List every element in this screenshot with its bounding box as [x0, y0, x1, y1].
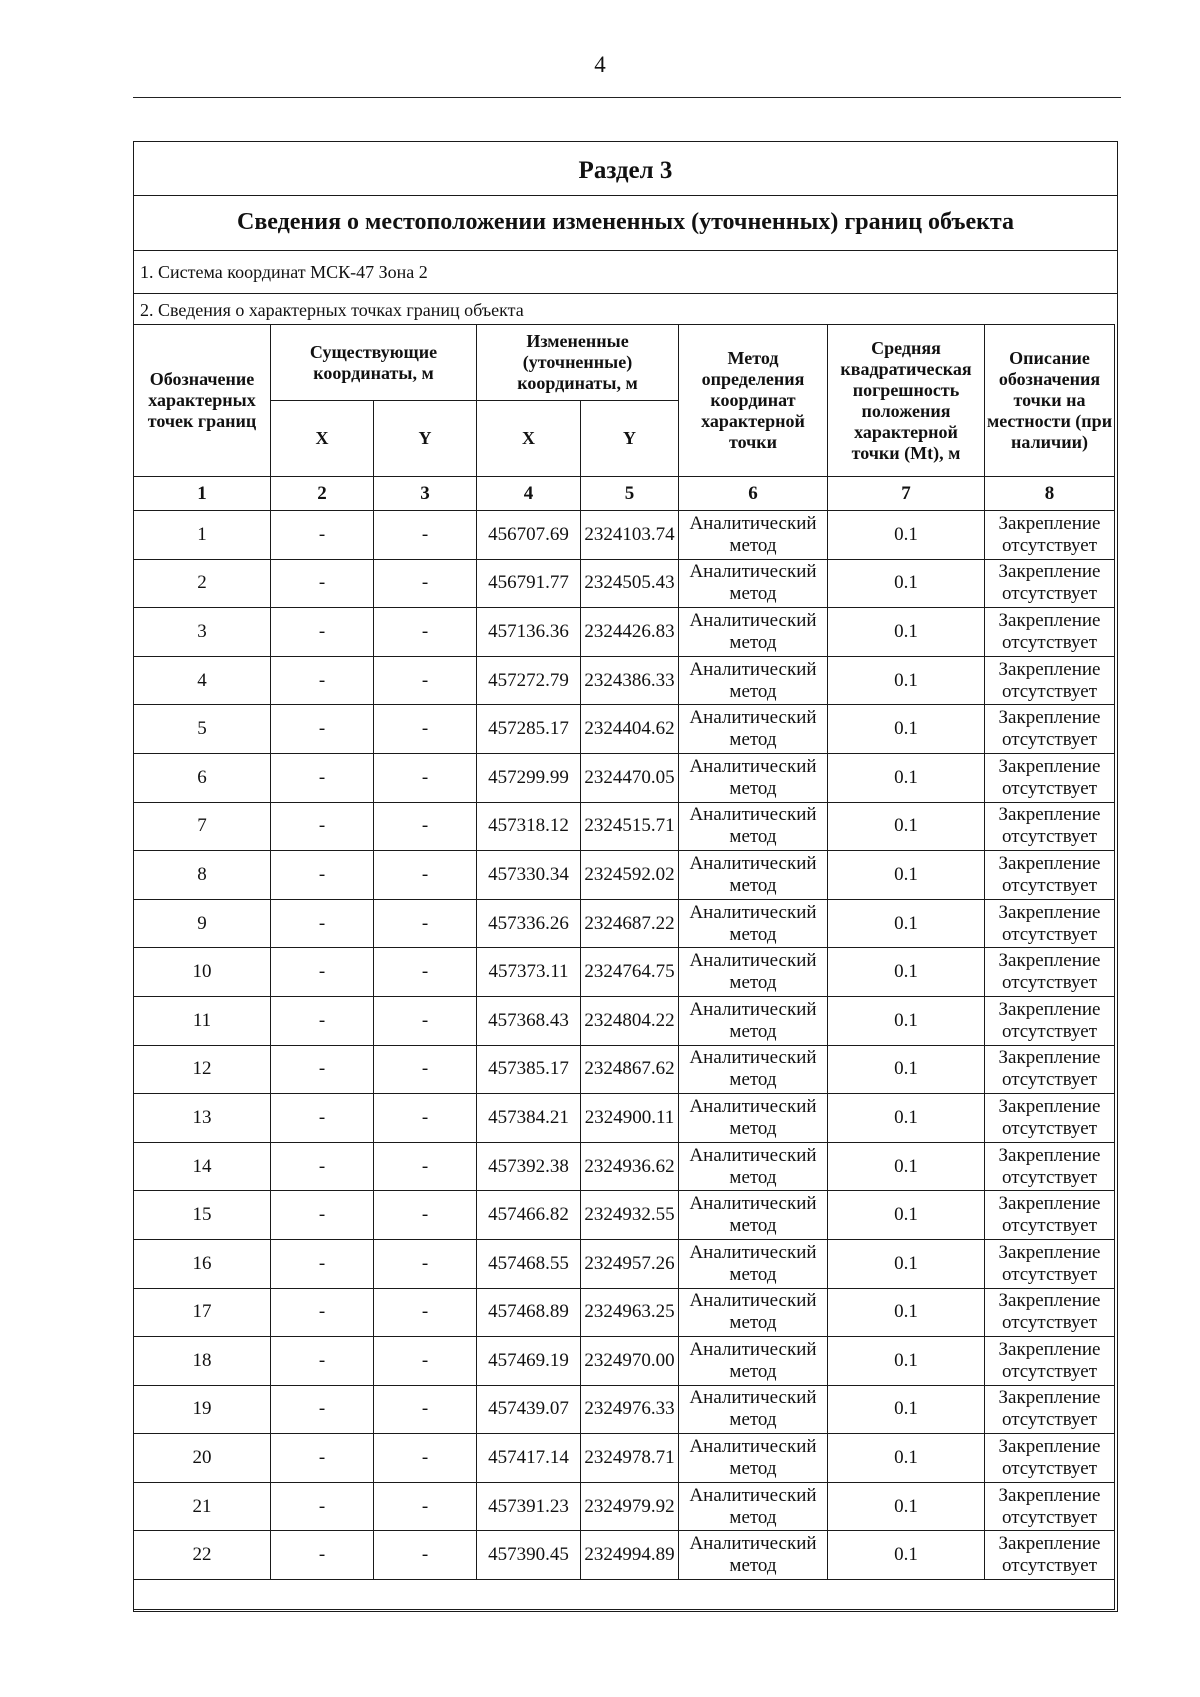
cell-point-number: 20: [134, 1434, 271, 1483]
cell-description: Закрепление отсутствует: [985, 1288, 1115, 1337]
cell-point-number: 15: [134, 1191, 271, 1240]
empty-cell: [134, 1580, 1115, 1610]
column-number: 5: [581, 477, 679, 511]
table-row: [134, 1288, 1115, 1337]
table-row: [134, 1531, 1115, 1580]
cell-changed-x: 457136.36: [477, 608, 581, 657]
cell-error: 0.1: [828, 996, 985, 1045]
cell-point-number: 6: [134, 753, 271, 802]
cell-existing-y: -: [374, 996, 477, 1045]
cell-changed-x: 457392.38: [477, 1142, 581, 1191]
cell-method: Аналитический метод: [679, 511, 828, 560]
cell-existing-y: -: [374, 705, 477, 754]
cell-changed-x: 457373.11: [477, 948, 581, 997]
cell-changed-y: 2324976.33: [581, 1385, 679, 1434]
cell-changed-y: 2324470.05: [581, 753, 679, 802]
table-row: [134, 753, 1115, 802]
cell-point-number: 2: [134, 559, 271, 608]
cell-changed-x: 457417.14: [477, 1434, 581, 1483]
cell-method: Аналитический метод: [679, 656, 828, 705]
cell-point-number: 5: [134, 705, 271, 754]
cell-changed-y: 2324994.89: [581, 1531, 679, 1580]
cell-description: Закрепление отсутствует: [985, 1142, 1115, 1191]
cell-existing-y: -: [374, 1385, 477, 1434]
cell-point-number: 19: [134, 1385, 271, 1434]
cell-point-number: 18: [134, 1337, 271, 1386]
cell-changed-y: 2324936.62: [581, 1142, 679, 1191]
table-row: [134, 656, 1115, 705]
cell-method: Аналитический метод: [679, 948, 828, 997]
cell-existing-y: -: [374, 1337, 477, 1386]
cell-changed-y: 2324979.92: [581, 1482, 679, 1531]
section-frame: [133, 141, 1118, 1612]
cell-method: Аналитический метод: [679, 1094, 828, 1143]
cell-description: Закрепление отсутствует: [985, 608, 1115, 657]
cell-description: Закрепление отсутствует: [985, 1045, 1115, 1094]
cell-method: Аналитический метод: [679, 559, 828, 608]
cell-existing-x: -: [271, 1434, 374, 1483]
column-number: 1: [134, 477, 271, 511]
cell-changed-x: 457468.55: [477, 1239, 581, 1288]
cell-error: 0.1: [828, 1094, 985, 1143]
cell-description: Закрепление отсутствует: [985, 753, 1115, 802]
cell-error: 0.1: [828, 608, 985, 657]
table-row: [134, 559, 1115, 608]
cell-error: 0.1: [828, 559, 985, 608]
cell-description: Закрепление отсутствует: [985, 559, 1115, 608]
column-number: 3: [374, 477, 477, 511]
cell-changed-x: 457385.17: [477, 1045, 581, 1094]
cell-method: Аналитический метод: [679, 1142, 828, 1191]
column-number: 4: [477, 477, 581, 511]
cell-description: Закрепление отсутствует: [985, 996, 1115, 1045]
section-title: Раздел 3: [134, 142, 1117, 196]
table-row: [134, 1094, 1115, 1143]
cell-existing-x: -: [271, 1385, 374, 1434]
cell-changed-x: 457368.43: [477, 996, 581, 1045]
cell-error: 0.1: [828, 705, 985, 754]
cell-existing-x: -: [271, 608, 374, 657]
cell-point-number: 9: [134, 899, 271, 948]
cell-description: Закрепление отсутствует: [985, 1482, 1115, 1531]
cell-method: Аналитический метод: [679, 1385, 828, 1434]
cell-existing-y: -: [374, 1045, 477, 1094]
cell-point-number: 7: [134, 802, 271, 851]
cell-description: Закрепление отсутствует: [985, 948, 1115, 997]
cell-existing-y: -: [374, 753, 477, 802]
cell-changed-x: 457468.89: [477, 1288, 581, 1337]
cell-method: Аналитический метод: [679, 1434, 828, 1483]
cell-description: Закрепление отсутствует: [985, 1239, 1115, 1288]
cell-description: Закрепление отсутствует: [985, 802, 1115, 851]
cell-description: Закрепление отсутствует: [985, 511, 1115, 560]
cell-existing-x: -: [271, 656, 374, 705]
cell-existing-x: -: [271, 705, 374, 754]
cell-existing-y: -: [374, 899, 477, 948]
column-number: 7: [828, 477, 985, 511]
cell-description: Закрепление отсутствует: [985, 1434, 1115, 1483]
cell-changed-y: 2324103.74: [581, 511, 679, 560]
cell-method: Аналитический метод: [679, 996, 828, 1045]
cell-existing-x: -: [271, 1288, 374, 1337]
cell-error: 0.1: [828, 1239, 985, 1288]
cell-description: Закрепление отсутствует: [985, 851, 1115, 900]
cell-changed-x: 457299.99: [477, 753, 581, 802]
cell-changed-y: 2324404.62: [581, 705, 679, 754]
cell-existing-y: -: [374, 1482, 477, 1531]
cell-description: Закрепление отсутствует: [985, 899, 1115, 948]
cell-changed-x: 457469.19: [477, 1337, 581, 1386]
cell-existing-x: -: [271, 1142, 374, 1191]
header-row-1: [134, 325, 1115, 401]
cell-changed-y: 2324426.83: [581, 608, 679, 657]
header-changed-coords: Измененные (уточненные) координаты, м: [477, 325, 679, 401]
cell-changed-y: 2324687.22: [581, 899, 679, 948]
cell-point-number: 8: [134, 851, 271, 900]
cell-existing-y: -: [374, 851, 477, 900]
cell-changed-x: 457336.26: [477, 899, 581, 948]
table-row: [134, 1434, 1115, 1483]
cell-existing-y: -: [374, 1434, 477, 1483]
cell-existing-y: -: [374, 1142, 477, 1191]
cell-existing-x: -: [271, 1045, 374, 1094]
cell-existing-x: -: [271, 948, 374, 997]
table-row: [134, 1191, 1115, 1240]
cell-description: Закрепление отсутствует: [985, 1191, 1115, 1240]
cell-changed-x: 456707.69: [477, 511, 581, 560]
cell-changed-y: 2324386.33: [581, 656, 679, 705]
column-number: 8: [985, 477, 1115, 511]
cell-method: Аналитический метод: [679, 851, 828, 900]
table-row: [134, 1045, 1115, 1094]
cell-existing-y: -: [374, 511, 477, 560]
cell-method: Аналитический метод: [679, 1337, 828, 1386]
cell-existing-y: -: [374, 1191, 477, 1240]
cell-point-number: 10: [134, 948, 271, 997]
cell-point-number: 13: [134, 1094, 271, 1143]
cell-error: 0.1: [828, 851, 985, 900]
cell-method: Аналитический метод: [679, 705, 828, 754]
cell-method: Аналитический метод: [679, 1482, 828, 1531]
cell-point-number: 4: [134, 656, 271, 705]
coordinate-system-line: 1. Система координат МСК-47 Зона 2: [134, 251, 1117, 294]
cell-existing-x: -: [271, 802, 374, 851]
table-row: [134, 511, 1115, 560]
cell-changed-y: 2324900.11: [581, 1094, 679, 1143]
table-body: [134, 511, 1115, 1610]
cell-method: Аналитический метод: [679, 753, 828, 802]
cell-existing-x: -: [271, 851, 374, 900]
table-row: [134, 1482, 1115, 1531]
table-row: [134, 608, 1115, 657]
table-row: [134, 1337, 1115, 1386]
cell-existing-x: -: [271, 511, 374, 560]
cell-changed-x: 457384.21: [477, 1094, 581, 1143]
cell-changed-x: 457390.45: [477, 1531, 581, 1580]
cell-existing-y: -: [374, 608, 477, 657]
cell-changed-x: 457318.12: [477, 802, 581, 851]
cell-description: Закрепление отсутствует: [985, 705, 1115, 754]
cell-changed-x: 457466.82: [477, 1191, 581, 1240]
cell-point-number: 17: [134, 1288, 271, 1337]
header-changed-x: X: [477, 401, 581, 477]
table-end-row: [134, 1580, 1115, 1610]
table-row: [134, 802, 1115, 851]
cell-existing-y: -: [374, 802, 477, 851]
cell-changed-x: 457330.34: [477, 851, 581, 900]
cell-changed-y: 2324957.26: [581, 1239, 679, 1288]
header-designation: Обозначение характерных точек границ: [134, 325, 271, 477]
cell-existing-x: -: [271, 1239, 374, 1288]
header-existing-y: Y: [374, 401, 477, 477]
cell-error: 0.1: [828, 1045, 985, 1094]
cell-changed-y: 2324804.22: [581, 996, 679, 1045]
cell-error: 0.1: [828, 802, 985, 851]
cell-method: Аналитический метод: [679, 608, 828, 657]
cell-method: Аналитический метод: [679, 1288, 828, 1337]
table-row: [134, 1142, 1115, 1191]
cell-method: Аналитический метод: [679, 1191, 828, 1240]
cell-error: 0.1: [828, 948, 985, 997]
boundary-points-line: 2. Сведения о характерных точках границ объекта: [140, 300, 524, 320]
cell-error: 0.1: [828, 1385, 985, 1434]
cell-changed-x: 457272.79: [477, 656, 581, 705]
column-number: 2: [271, 477, 374, 511]
table-row: [134, 1385, 1115, 1434]
cell-method: Аналитический метод: [679, 802, 828, 851]
cell-existing-x: -: [271, 1094, 374, 1143]
header-rule: [133, 97, 1121, 98]
cell-point-number: 14: [134, 1142, 271, 1191]
cell-point-number: 22: [134, 1531, 271, 1580]
cell-changed-y: 2324764.75: [581, 948, 679, 997]
cell-method: Аналитический метод: [679, 1045, 828, 1094]
cell-existing-x: -: [271, 996, 374, 1045]
cell-error: 0.1: [828, 753, 985, 802]
boundary-points-table: [133, 324, 1115, 1610]
header-description: Описание обозначения точки на местности (при наличии): [985, 325, 1115, 477]
cell-error: 0.1: [828, 1191, 985, 1240]
cell-existing-x: -: [271, 753, 374, 802]
cell-changed-x: 457439.07: [477, 1385, 581, 1434]
cell-method: Аналитический метод: [679, 1531, 828, 1580]
header-existing-x: X: [271, 401, 374, 477]
cell-changed-y: 2324515.71: [581, 802, 679, 851]
cell-changed-y: 2324867.62: [581, 1045, 679, 1094]
cell-method: Аналитический метод: [679, 899, 828, 948]
header-changed-y: Y: [581, 401, 679, 477]
cell-error: 0.1: [828, 656, 985, 705]
table-row: [134, 1239, 1115, 1288]
section-subtitle: Сведения о местоположении измененных (уточненных) границ объекта: [134, 196, 1117, 251]
cell-changed-y: 2324963.25: [581, 1288, 679, 1337]
cell-existing-y: -: [374, 559, 477, 608]
cell-existing-x: -: [271, 559, 374, 608]
cell-error: 0.1: [828, 899, 985, 948]
cell-existing-y: -: [374, 948, 477, 997]
cell-changed-y: 2324970.00: [581, 1337, 679, 1386]
cell-existing-x: -: [271, 1191, 374, 1240]
cell-point-number: 21: [134, 1482, 271, 1531]
cell-changed-x: 456791.77: [477, 559, 581, 608]
cell-existing-y: -: [374, 1531, 477, 1580]
cell-existing-y: -: [374, 1288, 477, 1337]
cell-point-number: 1: [134, 511, 271, 560]
table-row: [134, 948, 1115, 997]
cell-existing-y: -: [374, 1239, 477, 1288]
cell-existing-x: -: [271, 1482, 374, 1531]
cell-description: Закрепление отсутствует: [985, 1385, 1115, 1434]
cell-description: Закрепление отсутствует: [985, 1531, 1115, 1580]
cell-error: 0.1: [828, 1482, 985, 1531]
cell-changed-y: 2324978.71: [581, 1434, 679, 1483]
table-row: [134, 996, 1115, 1045]
cell-existing-x: -: [271, 1531, 374, 1580]
cell-error: 0.1: [828, 1434, 985, 1483]
cell-error: 0.1: [828, 1142, 985, 1191]
column-number-row: [134, 477, 1115, 511]
cell-changed-x: 457285.17: [477, 705, 581, 754]
cell-point-number: 3: [134, 608, 271, 657]
cell-existing-y: -: [374, 1094, 477, 1143]
header-existing-coords: Существующие координаты, м: [271, 325, 477, 401]
cell-description: Закрепление отсутствует: [985, 1094, 1115, 1143]
cell-existing-x: -: [271, 1337, 374, 1386]
cell-point-number: 16: [134, 1239, 271, 1288]
cell-error: 0.1: [828, 1337, 985, 1386]
cell-method: Аналитический метод: [679, 1239, 828, 1288]
table-row: [134, 851, 1115, 900]
header-error: Средняя квадратическая погрешность положения характерной точки (Mt), м: [828, 325, 985, 477]
table-row: [134, 705, 1115, 754]
cell-point-number: 12: [134, 1045, 271, 1094]
cell-description: Закрепление отсутствует: [985, 1337, 1115, 1386]
page-number: 4: [594, 52, 606, 77]
cell-error: 0.1: [828, 1288, 985, 1337]
table-row: [134, 899, 1115, 948]
column-number: 6: [679, 477, 828, 511]
cell-error: 0.1: [828, 511, 985, 560]
cell-changed-y: 2324505.43: [581, 559, 679, 608]
cell-changed-x: 457391.23: [477, 1482, 581, 1531]
header-method: Метод определения координат характерной точки: [679, 325, 828, 477]
cell-description: Закрепление отсутствует: [985, 656, 1115, 705]
cell-existing-x: -: [271, 899, 374, 948]
cell-point-number: 11: [134, 996, 271, 1045]
cell-error: 0.1: [828, 1531, 985, 1580]
cell-existing-y: -: [374, 656, 477, 705]
cell-changed-y: 2324592.02: [581, 851, 679, 900]
cell-changed-y: 2324932.55: [581, 1191, 679, 1240]
